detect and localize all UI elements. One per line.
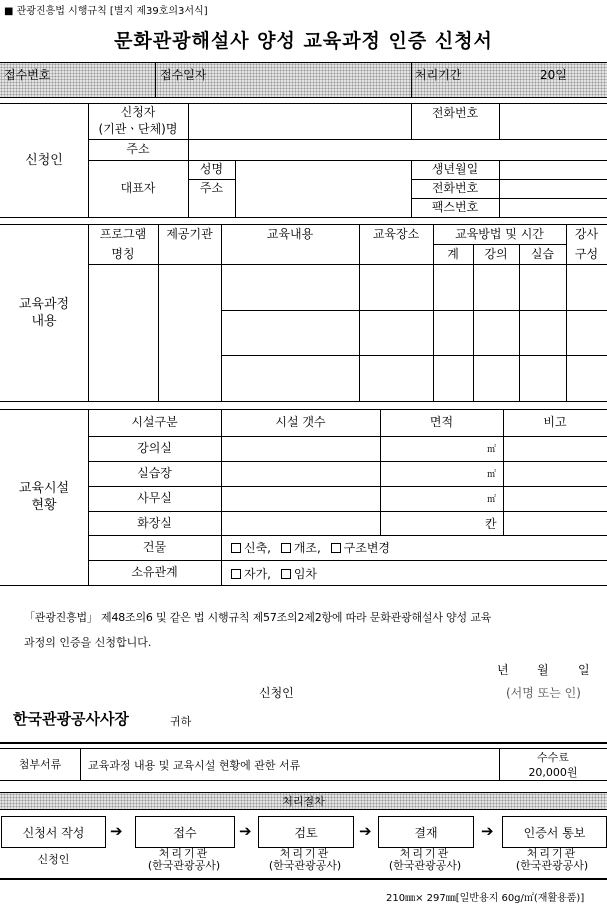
building-options	[231, 539, 390, 556]
step-approval-actor-line1: 처리기관	[399, 847, 451, 860]
receipt-row	[0, 62, 607, 98]
facility-section-label	[0, 409, 88, 585]
rep-name-label: 성명	[199, 162, 224, 176]
receipt-number-label: 접수번호	[4, 68, 51, 82]
col-total: 계	[447, 246, 459, 261]
rep-fax-label: 팩스번호	[431, 200, 479, 214]
step-notification-actor	[497, 848, 607, 872]
date-day-label: 일	[578, 663, 590, 677]
form-reference-note: ■ 관광진흥법 시행규칙 [별지 제39호의3서식]	[4, 6, 208, 17]
checkbox-structure-change[interactable]	[331, 543, 341, 553]
col-facility-type: 시설구분	[131, 415, 178, 429]
date-month-label: 월	[537, 663, 549, 677]
applicant-phone-label: 전화번호	[431, 105, 479, 120]
col-provider: 제공기관	[166, 226, 213, 241]
col-method: 교육방법 및 시간	[455, 226, 544, 241]
facility-section-label-line1: 교육시설	[18, 481, 70, 496]
rep-birth-label: 생년월일	[431, 162, 479, 176]
checkbox-owned[interactable]	[231, 569, 241, 579]
applicant-section-label: 신청인	[25, 152, 63, 168]
arrow-icon: ➔	[239, 822, 252, 840]
option-remodel: 개조,	[293, 541, 321, 555]
step-review-actor-line1: 처리기관	[279, 847, 331, 860]
representative-label: 대표자	[120, 181, 156, 195]
statement-line-2: 과정의 인증을 신청합니다.	[24, 636, 152, 649]
signature-hint: (서명 또는 인)	[506, 686, 581, 700]
applicant-name-label-line2: (기관ㆍ단체)명	[98, 122, 178, 136]
col-program-name-line1: 프로그램	[99, 227, 147, 241]
step-review-actor	[250, 848, 360, 872]
step-receipt-actor-line2: (한국관광공사)	[147, 859, 221, 872]
signature-applicant-label: 신청인	[259, 686, 294, 700]
facility-row-office: 사무실	[137, 491, 172, 505]
col-program-name-line2: 명칭	[111, 247, 135, 261]
col-practice: 실습	[530, 246, 555, 261]
facility-restroom-area-unit: 칸	[485, 517, 497, 531]
rep-name-field[interactable]	[236, 161, 410, 178]
step-approval-actor	[370, 848, 480, 872]
rep-address-field[interactable]	[236, 180, 410, 216]
course-section-label-line1: 교육과정	[18, 296, 70, 312]
processing-period-label: 처리기간	[415, 68, 462, 82]
facility-lecture-room-area-unit: ㎡	[487, 445, 497, 455]
building-label: 건물	[142, 540, 167, 554]
applicant-name-label-line1: 신청자	[120, 105, 156, 119]
course-table-body[interactable]	[89, 265, 606, 400]
step-receipt: 접수	[135, 816, 235, 848]
step-notification: 인증서 통보	[502, 816, 607, 848]
facility-table-inputs[interactable]	[222, 437, 606, 534]
arrow-icon: ➔	[481, 822, 494, 840]
step-application-actor-line1: 신청인	[37, 853, 70, 866]
applicant-name-field[interactable]	[189, 104, 410, 138]
facility-section-label-line2: 현황	[31, 498, 57, 513]
rep-fax-field[interactable]	[500, 199, 606, 216]
option-owned: 자가,	[244, 567, 271, 581]
ownership-label: 소유관계	[131, 565, 178, 579]
applicant-phone-field[interactable]	[500, 104, 606, 138]
attachment-text: 교육과정 내용 및 교육시설 현황에 관한 서류	[88, 759, 301, 772]
recipient-name: 한국관광공사사장	[13, 710, 129, 728]
option-leased: 임차	[293, 567, 318, 581]
attachment-label: 첨부서류	[18, 757, 62, 771]
step-review: 검토	[258, 816, 354, 848]
option-new-build: 신축,	[244, 541, 271, 555]
checkbox-new-build[interactable]	[231, 543, 241, 553]
checkbox-remodel[interactable]	[281, 543, 291, 553]
procedure-header	[0, 792, 607, 810]
processing-period-value: 20일	[540, 68, 567, 82]
date-year-label: 년	[497, 663, 509, 677]
col-instructor-line2: 구성	[574, 247, 599, 261]
rep-phone-field[interactable]	[500, 180, 606, 197]
fee-value: 20,000원	[528, 765, 578, 779]
checkbox-leased[interactable]	[281, 569, 291, 579]
fee-label: 수수료	[537, 750, 569, 764]
arrow-icon: ➔	[110, 822, 123, 840]
form-title: 문화관광해설사 양성 교육과정 인증 신청서	[114, 30, 493, 52]
facility-row-practice-room: 실습장	[137, 466, 172, 480]
facility-practice-room-area-unit: ㎡	[487, 470, 497, 480]
recipient-suffix: 귀하	[170, 715, 192, 728]
applicant-address-field[interactable]	[189, 140, 606, 159]
step-approval: 결재	[378, 816, 474, 848]
receipt-date-label: 접수일자	[160, 68, 207, 82]
col-facility-count: 시설 갯수	[275, 415, 326, 429]
facility-office-area-unit: ㎡	[487, 495, 497, 505]
col-facility-area: 면적	[429, 415, 454, 429]
step-receipt-actor	[129, 848, 239, 872]
applicant-address-label: 주소	[126, 142, 150, 156]
rep-address-label: 주소	[199, 181, 224, 195]
paper-spec-footer: 210㎜× 297㎜[일반용지 60g/㎡(재활용품)]	[386, 893, 585, 904]
step-notification-actor-line2: (한국관광공사)	[515, 859, 589, 872]
facility-row-restroom: 화장실	[137, 515, 172, 530]
step-application-actor	[1, 854, 106, 866]
ownership-options	[231, 565, 317, 582]
applicant-name-label	[88, 103, 188, 139]
col-content: 교육내용	[266, 226, 314, 241]
col-place: 교육장소	[372, 226, 420, 241]
option-structure-change: 구조변경	[343, 541, 391, 555]
col-instructor-line1: 강사	[574, 227, 599, 241]
course-section-label	[0, 224, 88, 401]
col-instructor	[566, 224, 607, 264]
arrow-icon: ➔	[359, 822, 372, 840]
course-section-label-line2: 내용	[31, 313, 57, 329]
rep-birth-field[interactable]	[500, 161, 606, 178]
procedure-label: 처리절차	[282, 794, 325, 808]
step-approval-actor-line2: (한국관광공사)	[388, 859, 462, 872]
rep-phone-label: 전화번호	[431, 181, 479, 195]
step-receipt-actor-line1: 처리기관	[158, 847, 210, 860]
col-facility-note: 비고	[543, 415, 567, 429]
statement-line-1: 「관광진흥법」 제48조의6 및 같은 법 시행규칙 제57조의2제2항에 따라 문화관광해설사 양성 교육	[24, 611, 492, 624]
step-application: 신청서 작성	[1, 816, 106, 848]
facility-row-lecture-room: 강의실	[137, 441, 172, 455]
col-lecture: 강의	[484, 246, 508, 261]
col-program-name	[88, 224, 158, 264]
step-notification-actor-line1: 처리기관	[526, 847, 578, 860]
step-review-actor-line2: (한국관광공사)	[268, 859, 342, 872]
